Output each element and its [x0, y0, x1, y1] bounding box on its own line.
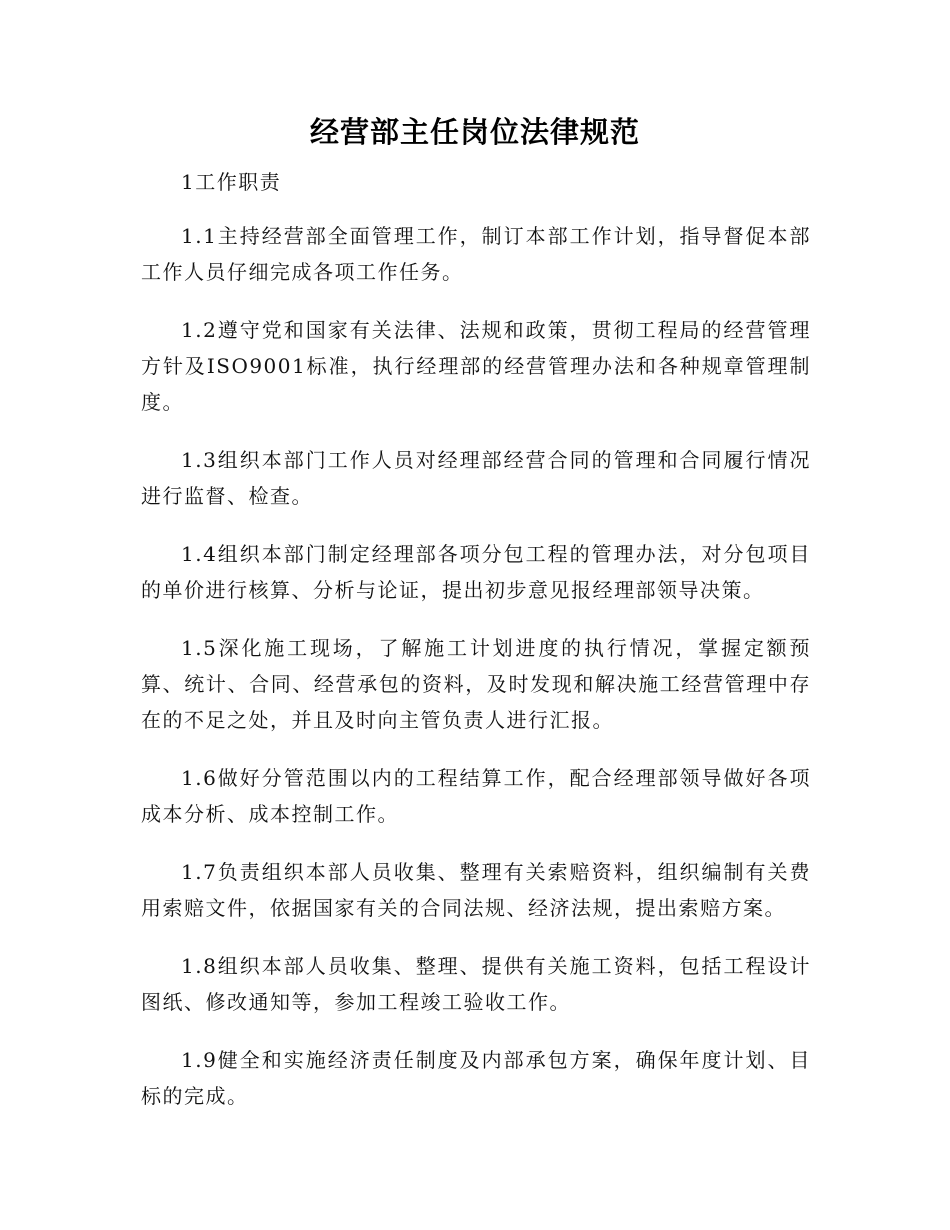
paragraph-1-5: 1.5深化施工现场，了解施工计划进度的执行情况，掌握定额预算、统计、合同、经营承包的资料，及时发现和解决施工经营管理中存在的不足之处，并且及时向主管负责人进行汇报。 [141, 636, 811, 732]
paragraph-1-9: 1.9健全和实施经济责任制度及内部承包方案，确保年度计划、目标的完成。 [141, 1048, 811, 1108]
section-heading: 1工作职责 [181, 170, 282, 194]
paragraph-1-7: 1.7负责组织本部人员收集、整理有关索赔资料，组织编制有关费用索赔文件，依据国家有关的合同法规、经济法规，提出索赔方案。 [141, 860, 811, 920]
paragraph-1-6: 1.6做好分管范围以内的工程结算工作，配合经理部领导做好各项成本分析、成本控制工作。 [141, 766, 811, 826]
paragraph-1-1: 1.1主持经营部全面管理工作，制订本部工作计划，指导督促本部工作人员仔细完成各项工作任务。 [141, 224, 811, 284]
paragraph-1-2: 1.2遵守党和国家有关法律、法规和政策，贯彻工程局的经营管理方针及ISO9001标准，执行经理部的经营管理办法和各种规章管理制度。 [141, 318, 811, 414]
paragraph-1-8: 1.8组织本部人员收集、整理、提供有关施工资料，包括工程设计图纸、修改通知等，参加工程竣工验收工作。 [141, 954, 811, 1014]
paragraph-1-3: 1.3组织本部门工作人员对经理部经营合同的管理和合同履行情况进行监督、检查。 [141, 448, 811, 508]
document-title: 经营部主任岗位法律规范 [309, 115, 640, 149]
document-body [141, 164, 811, 1136]
paragraph-1-4: 1.4组织本部门制定经理部各项分包工程的管理办法，对分包项目的单价进行核算、分析与论证，提出初步意见报经理部领导决策。 [141, 542, 811, 602]
